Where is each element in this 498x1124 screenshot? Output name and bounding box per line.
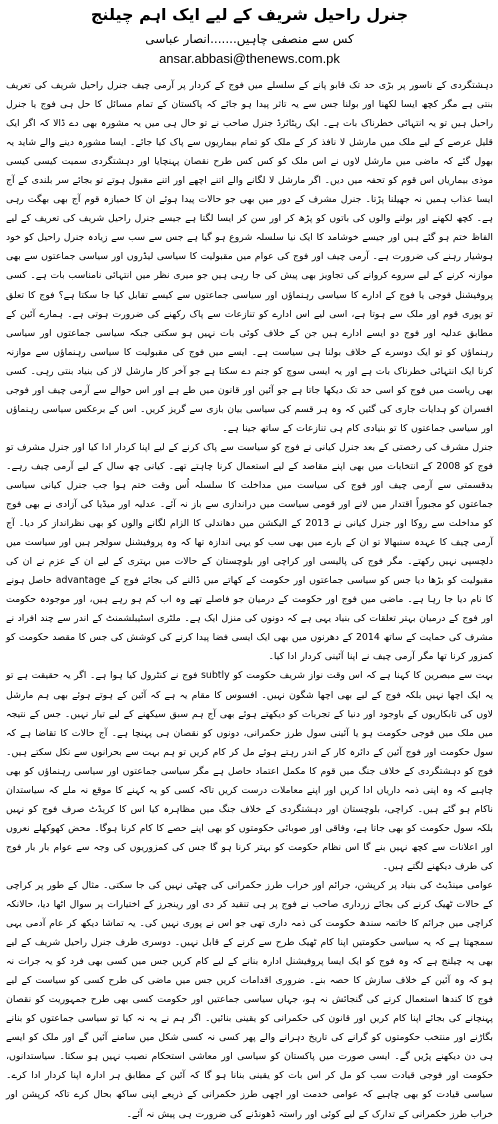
- article-paragraph: عوامی مینڈیٹ کی بنیاد پر کرپشن، جرائم اور خراب طرز حکمرانی کی چھٹی نہیں کی جا سکتی۔ مثال کے طور پر کراچی کے حالات ٹھیک کرنے کی بجائے زرداری صاحب نے فوج پر ہی تنقید کر دی اور رینجرز کے اختیارات پر سوال اٹھا دیا، حالانکہ کراچی میں جرائم کا خاتمہ سندھ حکومت کی ذمہ داری تھی جو اس نے پوری نہیں کی۔ یہ تماشا دیکھ کر عام آدمی یہی سمجھتا ہے کہ یہ سیاسی حکومتیں اپنا کام ٹھیک طرح سے کرنے کے قابل نہیں۔ دوسری طرف جنرل راحیل شریف کے لیے بھی یہ چیلنج ہے کہ وہ فوج کو ایک ایسا پروفیشنل ادارہ بنانے کے لیے کام کریں جس میں کسی بھی فرد کو یہ جرات نہ ہو کہ وہ آئین کے خلاف سازش کا حصہ بنے۔ ضروری اقدامات کریں جس میں ماضی کی طرح کسی کو سیاست کے لیے فوج کا کندھا استعمال کرنے کی گنجائش نہ ہو، جہاں سیاسی جماعتیں اور حکومت کسی بھی طرح جمہوریت کو نقصان پہنچانے کی بجائے اپنا کام کریں اور قانون کی حکمرانی کو یقینی بنائیں۔ اگر ہم نے یہ نہ کیا تو سیاسی جماعتوں کو بنانے بگاڑنے اور منتخب حکومتوں کو گرانے کی تاریخ دہرانے والے پھر کسی نہ کسی شکل میں سامنے آئیں گے اور ملک کو ایسے ہی دن دیکھنے پڑیں گے۔ ایسی صورت میں پاکستان کو سیاسی اور معاشی استحکام نصیب نہیں ہو سکتا۔ سیاستدانوں، حکومت اور فوجی قیادت سب کو مل کر اس بات کو یقینی بنانا ہو گا کہ آئین کے مطابق ہر ادارہ اپنا کردار ادا کرے۔ سیاسی قیادت کو بھی چاہیے کہ عوامی خدمت اور اچھی طرز حکمرانی کے ذریعے اپنی ساکھ بحال کرے تاکہ کرپشن اور خراب طرز حکمرانی کے تدارک کے لیے کوئی اور راستہ ڈھونڈنے کی ضرورت ہی پیش نہ آئے۔: [6, 879, 493, 1120]
- article-byline: کس سے منصفی چاہیں.......انصار عباسی: [145, 32, 354, 46]
- article-header: [6, 4, 493, 68]
- author-email: ansar.abbasi@thenews.com.pk: [159, 51, 340, 66]
- article-body: [6, 76, 493, 1124]
- article-paragraph: جنرل مشرف کی رخصتی کے بعد جنرل کیانی نے فوج کو سیاست سے پاک کرنے کے لیے اپنا کردار ادا کیا اور جنرل مشرف تو فوج کو 2008 کے انتخابات میں بھی اپنے مقاصد کے لیے استعمال کرنا چاہتے تھے۔ کیانی چھ سال کے لیے آرمی چیف رہے۔ بدقسمتی سے آرمی چیف اور فوج کی سیاست میں مداخلت کا سلسلہ اُس وقت ختم ہوا جب جنرل کیانی سیاسی جماعتوں کو مجبوراً اقتدار میں لانے اور قومی سیاست میں دراندازی سے باز نہ آئے۔ عدلیہ اور میڈیا کی آزادی نے بھی فوج کو مداخلت سے روکا اور جنرل کیانی نے 2013 کے الیکشن میں دھاندلی کا الزام لگانے والوں کو بھی نظرانداز کر دیا۔ آج آرمی چیف کا عہدہ سنبھالا تو ان کے بارے میں بھی سب کو یہی اندازہ تھا کہ وہ پروفیشنل سولجر ہیں اور سیاست میں دلچسپی نہیں رکھتے۔ مگر فوج کی پالیسی اور کراچی اور بلوچستان کے حالات میں بہتری کے لیے ان کے عزم نے ان کی مقبولیت کو بڑھا دیا جس کو سیاسی جماعتوں اور حکومت کے کھاتے میں ڈالنے کی بجائے فوج کے advantage حاصل ہونے کا نام دیا جا رہا ہے۔ ماضی میں فوج اور حکومت کے درمیان جو فاصلے تھے وہ اب کم ہو رہے ہیں، اور موجودہ حکومت اور فوج کے درمیان بہتر تعلقات کی بنیاد یہی ہے کہ دونوں کی منزل ایک ہے۔ ملٹری اسٹیبلشمنٹ کے اندر سے چند افراد نے مشرف کی حمایت کے ساتھ 2014 کے دھرنوں میں بھی ایک ایسی فضا پیدا کرنے کی کوشش کی جس کا مقصد حکومت کو کمزور کرنا تھا مگر آرمی چیف نے اپنا آئینی کردار ادا کیا۔: [6, 441, 493, 663]
- article-paragraph: بہت سے مبصرین کا کہنا ہے کہ اس وقت نواز شریف حکومت کو subtly فوج نے کنٹرول کیا ہوا ہے۔ اگر یہ حقیقت ہے تو یہ ایک اچھا نہیں بلکہ فوج کے لیے بھی اچھا شگون نہیں۔ افسوس کا مقام یہ ہے کہ آئین کے ہوتے ہوئے بھی ہم مارشل لاوں کی تابکاریوں کے باوجود اور دنیا کے تجربات کو دیکھتے ہوئے بھی آج ہم سبق سیکھنے کے لیے تیار نہیں۔ جس کے نتیجہ میں ملک میں فوجی حکومت ہو یا آئینی سول طرز حکمرانی، دونوں کو نقصان ہی پہنچا ہے۔ آج حالات کا تقاضا ہے کہ سول حکومت اور فوج آئین کے دائرہ کار کے اندر رہتے ہوئے مل کر کام کریں تو ہم بہت سے بحرانوں سے نکل سکتے ہیں۔ فوج کو دہشتگردی کے خلاف جنگ میں قوم کا مکمل اعتماد حاصل ہے مگر سیاسی جماعتوں اور سیاسی رہنماؤں کو بھی چاہیے کہ وہ اپنی ذمہ داریاں ادا کریں اور اپنے معاملات درست کریں تاکہ کسی کو یہ کہنے کا موقع نہ ملے کہ سیاستدان ناکام ہو گئے ہیں۔ کراچی، بلوچستان اور دہشتگردی کے خلاف جنگ میں مظاہرہ کیا اس کا کریڈٹ صرف فوج کو نہیں بلکہ سول حکومت کو بھی جاتا ہے، وفاقی اور صوبائی حکومتوں کو بھی اپنے حصے کا کام کرنا ہوگا۔ محض کھوکھلے نعروں اور اعلانات سے کچھ نہیں بنے گا اس نظام حکومت کو بہتر کرنا ہو گا جس کی کمزوریوں کی وجہ سے عوام بار بار فوج کی طرف دیکھنے لگتے ہیں۔: [6, 670, 493, 872]
- article-title: جنرل راحیل شریف کے لیے ایک اہم چیلنج: [90, 5, 409, 24]
- article-paragraph: دہشتگردی کے ناسور پر بڑی حد تک قابو پانے کے سلسلے میں فوج کے کردار پر آرمی چیف جنرل راحیل شریف کی تعریف بنتی ہے مگر کچھ ایسا لکھنا اور بولنا جس سے یہ تاثر پیدا ہو جائے کہ پاکستان کے تمام مسائل کا حل ہی فوج یا جنرل راحیل ہیں تو یہ انتہائی خطرناک بات ہے۔ ایک ریٹائرڈ جنرل صاحب نے تو حال ہی میں یہ مشورہ بھی دے ڈالا کہ اگر ایک قلیل عرصے کے لیے ملک میں مارشل لا نافذ کر کے ملک کو تمام بیماریوں سے پاک کیا جائے۔ ایسا مشورہ دینے والے شاید یہ بھول گئے کہ ماضی میں مارشل لاوں نے اس ملک کو کس کس طرح نقصان پہنچایا اور دہشتگردی سمیت کیسی کیسی موذی بیماریاں اس قوم کو تحفہ میں دیں۔ اگر مارشل لا لگانے والے اتنے اچھے اور اتنے مقبول ہوتے تو بجائے سر بلندی کے آج ایسا عذاب ہمیں نہ جھیلنا پڑتا۔ جنرل مشرف کے دور میں بھی جو حالات پیدا ہوئے ان کا خمیازہ قوم آج بھی بھگت رہی ہے۔ کچھ لکھنے اور بولنے والوں کی باتوں کو پڑھ کر اور سن کر ایسا لگتا ہے جیسے جنرل راحیل شریف کی تعریف کے لیے الفاظ ختم ہو گئے ہیں اور جیسے خوشامد کا ایک نیا سلسلہ شروع ہو گیا ہے جس سے سب سے زیادہ جنرل راحیل کو خود ہوشیار رہنے کی ضرورت ہے۔ آرمی چیف اور فوج کی عوام میں مقبولیت کا سیاسی لیڈروں اور سیاسی جماعتوں سے بھی موازنہ کرنے کے لیے سروے کروانے کی تجاویز بھی پیش کی جا رہی ہیں جو میری نظر میں انتہائی نامناسب بات ہے۔ کسی پروفیشنل فوجی یا فوج کے ادارے کا سیاسی رہنماؤں اور سیاسی جماعتوں سے کیسے تقابل کیا جا سکتا ہے؟ فوج کا تعلق تو پوری قوم اور ملک سے ہوتا ہے، اسی لیے اس ادارے کو تنازعات سے پاک رکھنے کی ضرورت ہوتی ہے۔ ہمارے آئین کے مطابق عدلیہ اور فوج دو ایسے ادارے ہیں جن کے خلاف کوئی بات نہیں ہو سکتی جبکہ سیاسی جماعتوں اور سیاسی رہنماؤں کو تو ایک دوسرے کے خلاف بولنا ہی سیاست ہے۔ ایسے میں فوج کی مقبولیت کا سیاسی رہنماؤں سے موازنہ کرنا ایک انتہائی خطرناک بات ہے اور یہ ایسی سوچ کو جنم دے سکتا ہے جو آخر کار مارشل لاز کی بنیاد بنتی رہی۔ کسی بھی ریاست میں فوج کو اسی حد تک دیکھا جاتا ہے جو آئین اور قانون میں طے ہے اور اس حوالے سے آرمی چیف اور فوجی افسران کو ہدایات جاری کی گئیں کہ وہ ہر قسم کی سیاسی بیان بازی سے گریز کریں۔ اس کے برعکس سیاسی رہنماؤں اور سیاسی جماعتوں کا تو بنیادی کام ہی تنازعات کے ساتھ جینا ہے۔: [6, 80, 493, 434]
